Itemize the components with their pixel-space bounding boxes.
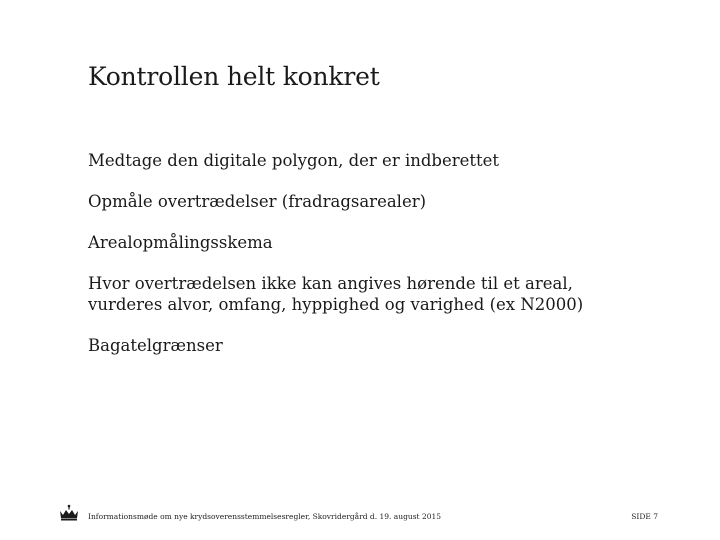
bullet-item: Bagatelgrænser (88, 336, 223, 355)
page-number: SIDE 7 (631, 512, 658, 521)
slide-title: Kontrollen helt konkret (88, 62, 380, 91)
bullet-item: Arealopmålingsskema (88, 233, 273, 252)
bullet-item: Opmåle overtrædelser (fradragsarealer) (88, 192, 427, 211)
crown-icon (58, 504, 80, 522)
bullet-list (88, 150, 648, 376)
bullet-item: Medtage den digitale polygon, der er indberettet (88, 151, 500, 170)
bullet-item: Hvor overtrædelsen ikke kan angives hørende til et areal, vurderes alvor, omfang, hyppighed og varighed (ex N2000) (88, 274, 584, 314)
footer-text: Informationsmøde om nye krydsoverensstemmelsesregler, Skovridergård d. 19. august 2015 (88, 512, 442, 521)
